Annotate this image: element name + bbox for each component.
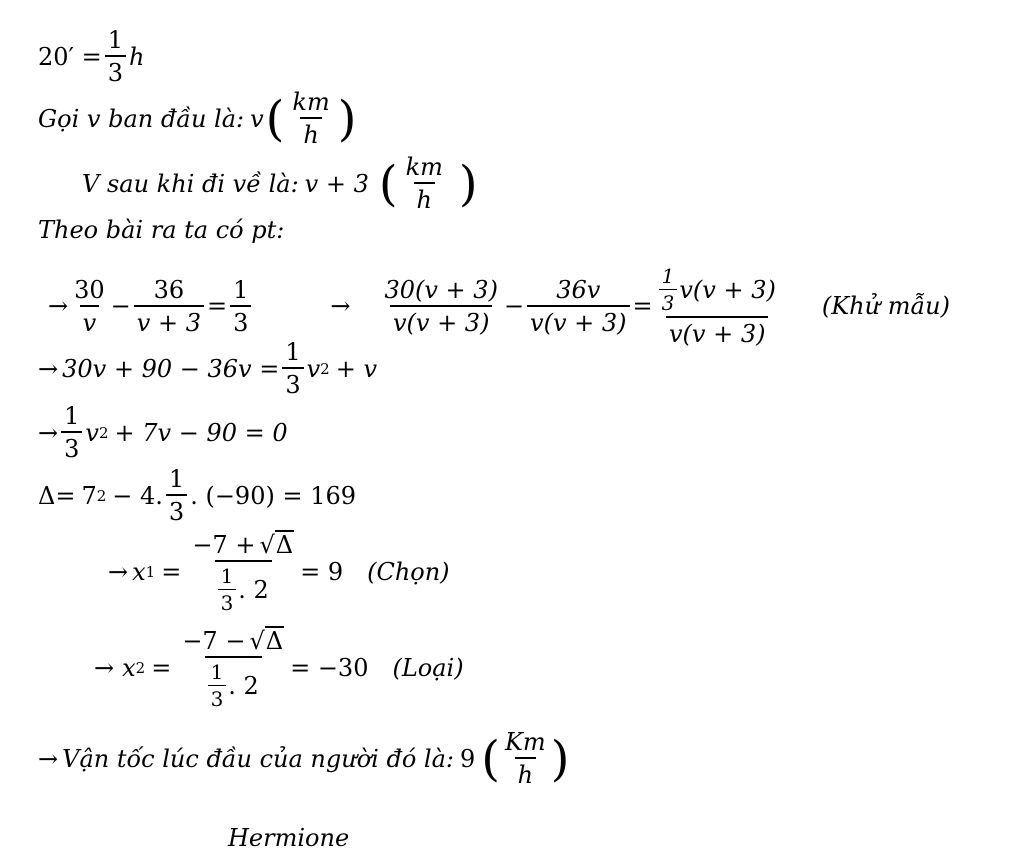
fraction: $\frac{1}{3}$ (166, 467, 187, 524)
sqrt: √ Δ (259, 531, 294, 559)
value: 9 (459, 744, 476, 773)
line-equation-3: → $\frac{1}{3}$ v 2 + 7v − 90 = 0 (38, 402, 288, 463)
arrow-icon: → (38, 418, 59, 447)
paren-open: ( (265, 90, 285, 147)
arrow-icon: → (38, 354, 59, 383)
numerator: km (292, 88, 330, 116)
line-return-velocity (82, 155, 480, 212)
unit-fraction: $\frac{Km}{h}$ (505, 728, 546, 789)
line-answer (38, 730, 571, 787)
text: Theo bài ra ta có pt: (38, 216, 285, 244)
paren-close: ) (337, 90, 357, 147)
arrow-icon: → (108, 557, 129, 586)
fraction: $\frac{1}{3}$ (61, 404, 82, 461)
fraction: $\frac{1}{3}$ (282, 340, 303, 397)
paren-open: ( (378, 155, 398, 212)
text: V sau khi đi về là: (82, 169, 299, 198)
line-time-conversion (38, 28, 144, 85)
unit-fraction (403, 155, 446, 212)
variable: v (250, 104, 264, 133)
paren-open: ( (481, 730, 500, 787)
paren-close: ) (550, 730, 570, 787)
fraction-6: $\frac{1}{3}$ v(v + 3) v(v + 3) (656, 266, 779, 346)
root-fraction: −7 − √ Δ $\frac{1}{3}$ . 2 (182, 627, 284, 711)
denominator: h (414, 182, 435, 212)
note: (Chọn) (367, 557, 450, 586)
note: (Khử mẫu) (821, 292, 950, 320)
text: Vận tốc lúc đầu của người đó là: (62, 744, 454, 773)
line-root-1: → x 1 = −7 + √ Δ $\frac{1}{3}$ . 2 = 9 (Chọn) (108, 531, 450, 615)
line-discriminant: Δ= 7 2 − 4. $\frac{1}{3}$ . (−90) = 169 (38, 465, 357, 526)
paren-close: ) (458, 155, 478, 212)
line-setup (38, 218, 284, 242)
fraction-1: $\frac{30}{v}$ (74, 275, 105, 337)
root-fraction: −7 + √ Δ $\frac{1}{3}$ . 2 (192, 531, 294, 615)
fraction (105, 28, 126, 85)
numerator: 1 (107, 26, 124, 54)
sqrt: √ Δ (249, 627, 284, 655)
unit-fraction (289, 90, 332, 147)
line-equation-2: → 30v + 90 − 36v = $\frac{1}{3}$ v 2 + v (38, 338, 378, 399)
line-equation-1: → $\frac{30}{v}$ − $\frac{36}{v + 3}$ = $\frac{1}{3}$ → $\frac{30(v + 3)}{v(v + 3)}$ − $\frac{36v}{v(v + 3)}$ = $\frac{1}{3}$ v(v + 3) v(v + 3) (Khử mẫu) (48, 264, 950, 348)
nested-fraction: $\frac{1}{3}$ (659, 266, 678, 313)
denominator: h (300, 117, 321, 147)
lhs: 20′ = (38, 42, 102, 71)
fraction-3: $\frac{1}{3}$ (230, 278, 251, 335)
arrow-icon: → (330, 292, 351, 320)
numerator: km (405, 153, 443, 181)
line-root-2: → x 2 = −7 − √ Δ $\frac{1}{3}$ . 2 = −30 (Loại) (94, 627, 464, 711)
signature: Hermione (228, 824, 350, 852)
line-initial-velocity (38, 90, 358, 147)
fraction-5: $\frac{36v}{v(v + 3)}$ (527, 278, 629, 335)
fraction-2: $\frac{36}{v + 3}$ (134, 278, 204, 335)
unit: h (129, 42, 145, 71)
note: (Loại) (392, 653, 464, 682)
arrow-icon: → (94, 653, 115, 682)
text: Gọi v ban đầu là: (38, 104, 245, 133)
arrow-icon: → (48, 292, 69, 320)
denominator: 3 (105, 55, 126, 85)
arrow-icon: → (38, 744, 59, 773)
expression: v + 3 (304, 169, 369, 198)
fraction-4: $\frac{30(v + 3)}{v(v + 3)}$ (384, 275, 498, 337)
